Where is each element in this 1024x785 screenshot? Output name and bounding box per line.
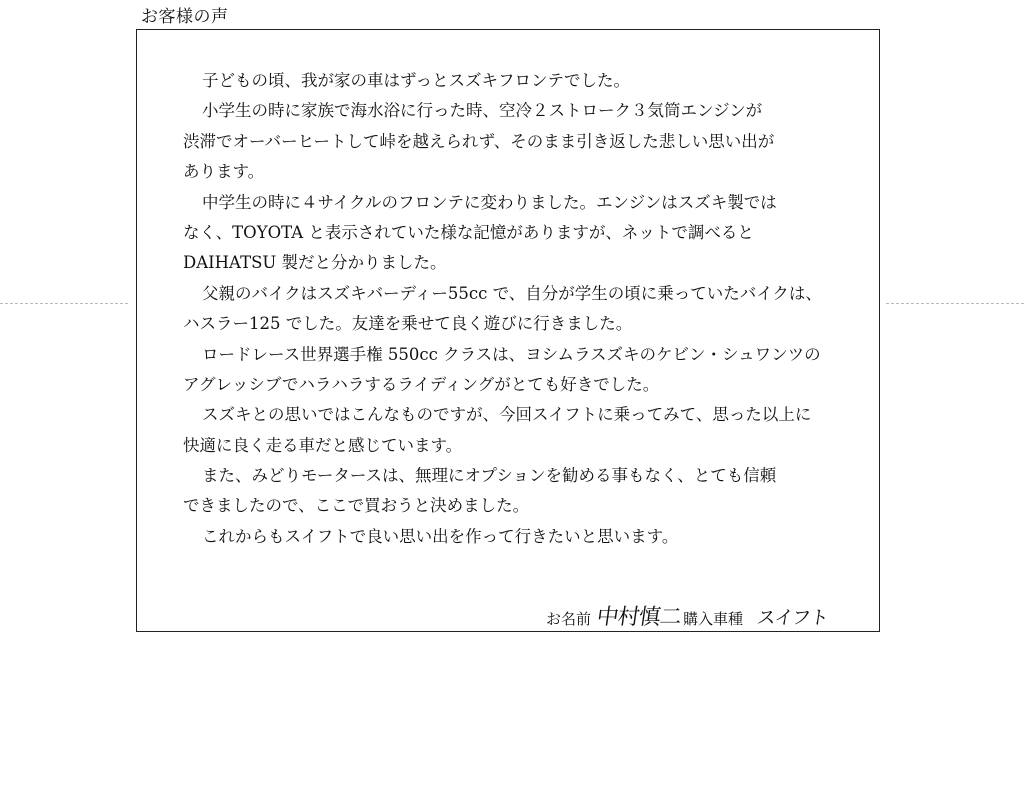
page-heading: お客様の声 bbox=[141, 7, 229, 27]
scan-artifact-left bbox=[0, 303, 128, 304]
testimonial-body bbox=[183, 66, 877, 552]
text-line: 中学生の時に４サイクルのフロンテに変わりました。エンジンはスズキ製では bbox=[202, 192, 777, 212]
handwritten-car: スイフト bbox=[755, 607, 830, 629]
scan-artifact-right bbox=[886, 303, 1024, 304]
text-line: また、みどりモータースは、無理にオプションを勧める事もなく、とても信頼 bbox=[202, 466, 777, 486]
text-line: 小学生の時に家族で海水浴に行った時、空冷２ストローク３気筒エンジンが bbox=[202, 101, 763, 121]
text-line: 快適に良く走る車だと感じています。 bbox=[183, 435, 463, 455]
signature-row bbox=[546, 600, 828, 630]
text-line: 子どもの頃、我が家の車はずっとスズキフロンテでした。 bbox=[202, 71, 631, 90]
text-line: これからもスイフトで良い思い出を作って行きたいと思います。 bbox=[202, 526, 679, 546]
text-line: 渋滞でオーバーヒートして峠を越えられず、そのまま引き返した悲しい思い出が bbox=[183, 131, 775, 151]
text-line: 父親のバイクはスズキバーディー55cc で、自分が学生の頃に乗っていたバイクは、 bbox=[202, 283, 822, 303]
text-line: アグレッシブでハラハラするライディングがとても好きでした。 bbox=[183, 374, 660, 394]
handwritten-name: 中村慎二 bbox=[594, 605, 683, 630]
text-line: ハスラー125 でした。友達を乗せて良く遊びに行きました。 bbox=[183, 314, 633, 334]
name-label: お名前 bbox=[546, 610, 592, 628]
text-line: あります。 bbox=[183, 162, 265, 182]
text-line: スズキとの思いではこんなものですが、今回スイフトに乗ってみて、思った以上に bbox=[202, 405, 812, 425]
text-line: なく、TOYOTA と表示されていた様な記憶がありますが、ネットで調べると bbox=[183, 222, 754, 242]
text-line: ロードレース世界選手権 550cc クラスは、ヨシムラスズキのケビン・シュワンツの bbox=[202, 344, 821, 364]
text-line: できましたので、ここで買おうと決めました。 bbox=[183, 496, 530, 516]
text-line: DAIHATSU 製だと分かりました。 bbox=[183, 253, 447, 273]
car-label: 購入車種 bbox=[683, 610, 744, 628]
